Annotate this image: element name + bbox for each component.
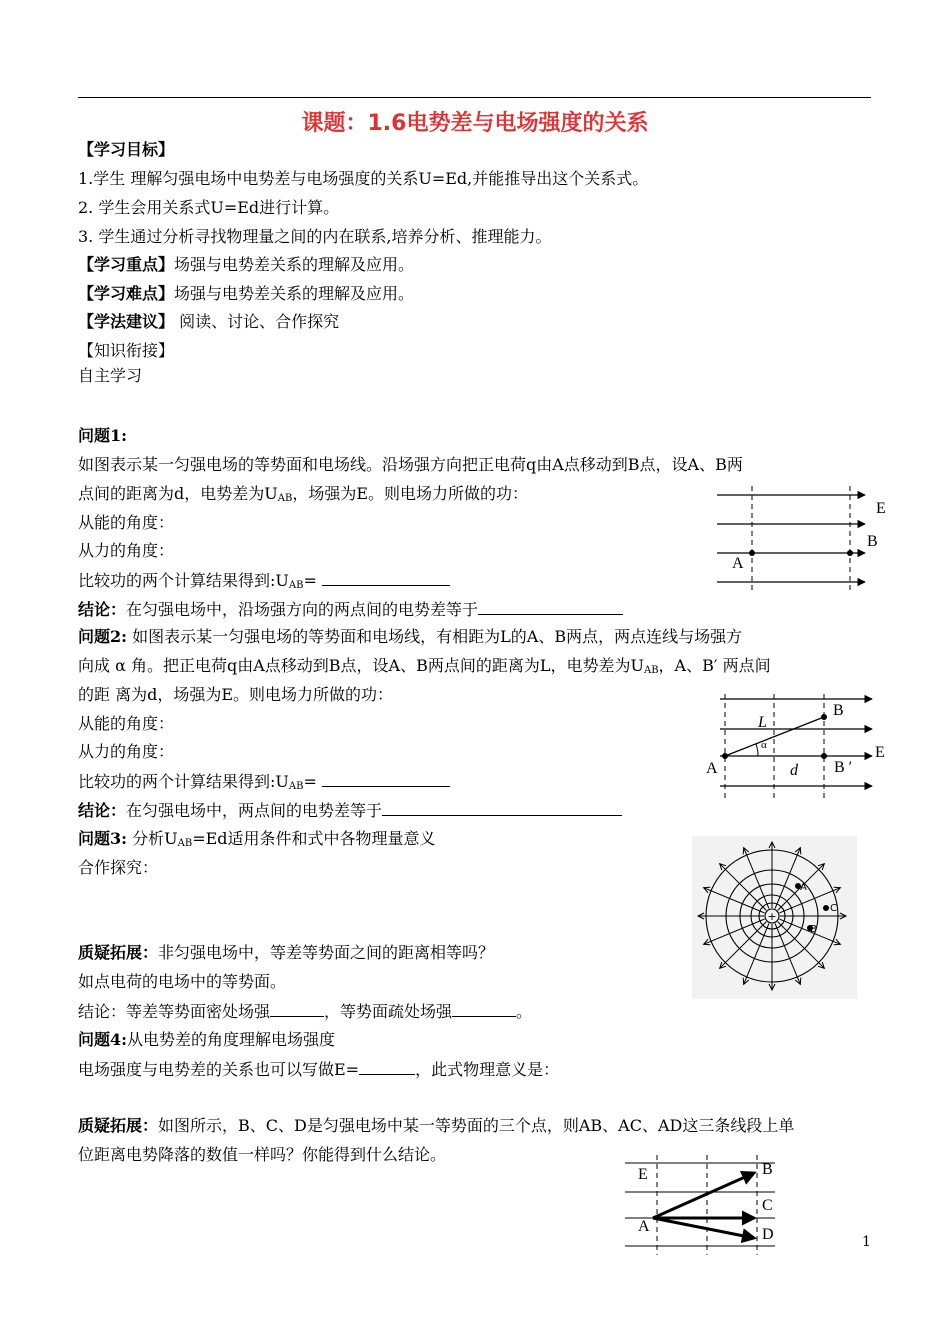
q1-compare-sub: AB bbox=[288, 580, 304, 591]
fig4-label-a: A bbox=[638, 1218, 650, 1235]
goal-3: 3. 学生通过分析寻找物理量之间的内在联系,培养分析、推理能力。 bbox=[78, 227, 552, 246]
goal-1: 1.学生 理解匀强电场中电势差与电场强度的关系U=Ed,并能推导出这个关系式。 bbox=[78, 169, 649, 188]
fig4-label-c: C bbox=[762, 1197, 773, 1214]
q4-label: 问题4: bbox=[78, 1030, 128, 1049]
q3-text-b: =Ed适用条件和式中各物理量意义 bbox=[192, 829, 436, 848]
q2-compare-eq: = bbox=[303, 772, 322, 791]
q1-compare-text: 比较功的两个计算结果得到:U bbox=[78, 571, 289, 590]
point-b bbox=[847, 550, 853, 556]
self-study: 自主学习 bbox=[78, 366, 143, 385]
ext1-blank-1[interactable] bbox=[270, 1001, 324, 1017]
fig3-label-c: C bbox=[830, 903, 837, 914]
q2-conclusion-text: 在匀强电场中，两点间的电势差等于 bbox=[126, 801, 383, 820]
q2-force: 从力的角度： bbox=[78, 742, 175, 761]
point-a bbox=[749, 550, 755, 556]
ext1-line-2: 如点电荷的电场中的等势面。 bbox=[78, 972, 287, 991]
q1-compare-blank[interactable] bbox=[322, 570, 450, 586]
ext1-text: 非匀强电场中，等差等势面之间的距离相等吗？ bbox=[158, 943, 495, 962]
q4-blank[interactable] bbox=[359, 1059, 415, 1075]
q2-desc-1 bbox=[78, 627, 742, 647]
ext1-concl-a: 结论：等差等势面密处场强 bbox=[78, 1002, 271, 1021]
equipotential-lines bbox=[657, 1155, 757, 1255]
q3-label: 问题3: bbox=[78, 829, 128, 848]
ext2-text-1: 如图所示，B、C、D是匀强电场中某一等势面的三个点，则AB、AC、AD这三条线段上单 bbox=[158, 1116, 795, 1135]
q1-desc-2a: 点间的距离为d，电势差为U bbox=[78, 484, 278, 503]
ext2-label: 质疑拓展： bbox=[78, 1116, 159, 1135]
q1-conclusion-blank[interactable] bbox=[478, 599, 623, 615]
fig2-label-e: E bbox=[875, 744, 885, 761]
q2-compare-sub: AB bbox=[288, 781, 304, 792]
charge-sign: + bbox=[767, 910, 777, 923]
fig4-label-e: E bbox=[638, 1166, 648, 1183]
figure-uniform-field-2 bbox=[700, 694, 900, 800]
ext2-line-1 bbox=[78, 1116, 794, 1136]
fig2-label-b-prime: B ′ bbox=[834, 759, 853, 776]
point-b bbox=[821, 714, 827, 720]
goals-header: 【学习目标】 bbox=[78, 140, 175, 159]
angle-arc bbox=[756, 744, 758, 756]
focus-label: 【学习重点】 bbox=[78, 255, 175, 274]
ext2-line-2: 位距离电势降落的数值一样吗？你能得到什么结论。 bbox=[78, 1145, 447, 1164]
page-title: 课题：1.6电势差与电场强度的关系 bbox=[301, 111, 649, 136]
q2-label: 问题2: bbox=[78, 627, 128, 646]
q2-desc-1-text: 如图表示某一匀强电场的等势面和电场线，有相距为L的A、B两点，两点连线与场强方 bbox=[127, 627, 743, 646]
top-rule bbox=[78, 97, 871, 98]
equipotential-lines bbox=[752, 486, 850, 592]
q3-line bbox=[78, 829, 436, 854]
q1-label: 问题1: bbox=[78, 426, 128, 445]
q2-compare bbox=[78, 771, 450, 797]
q1-compare bbox=[78, 570, 450, 596]
q2-energy: 从能的角度： bbox=[78, 714, 175, 733]
fig1-label-e: E bbox=[876, 500, 886, 517]
figure-point-charge-field bbox=[692, 836, 857, 999]
q2-desc-2b: ，A、B′ 两点间 bbox=[658, 656, 771, 675]
q4-line-2b: ，此式物理意义是： bbox=[415, 1060, 560, 1079]
q1-conclusion-label: 结论： bbox=[78, 600, 127, 619]
page-number: 1 bbox=[862, 1234, 871, 1250]
goal-2: 2. 学生会用关系式U=Ed进行计算。 bbox=[78, 198, 340, 217]
difficulty-text: 场强与电势差关系的理解及应用。 bbox=[174, 284, 415, 303]
fig3-label-a: A bbox=[800, 882, 807, 893]
q3-text-a: 分析U bbox=[127, 829, 178, 848]
point-b-prime bbox=[821, 753, 827, 759]
figure-uniform-field-3 bbox=[625, 1155, 785, 1255]
method-text: 阅读、讨论、合作探究 bbox=[174, 312, 340, 331]
q2-desc-2 bbox=[78, 656, 771, 681]
q4-text: 从电势差的角度理解电场强度 bbox=[127, 1030, 336, 1049]
fig4-label-d: D bbox=[762, 1226, 774, 1243]
q1-compare-eq: = bbox=[303, 571, 322, 590]
q2-compare-blank[interactable] bbox=[322, 771, 450, 787]
q3-sub: AB bbox=[177, 838, 193, 849]
q1-desc-2 bbox=[78, 484, 528, 509]
q4-line-2a: 电场强度与电势差的关系也可以写做E= bbox=[78, 1060, 360, 1079]
q2-conclusion bbox=[78, 800, 622, 821]
q2-conclusion-label: 结论： bbox=[78, 801, 127, 820]
method-line bbox=[78, 312, 339, 332]
q1-desc-2b: ，场强为E。则电场力所做的功： bbox=[292, 484, 528, 503]
point-a bbox=[722, 753, 728, 759]
q2-conclusion-blank[interactable] bbox=[382, 800, 622, 816]
difficulty-label: 【学习难点】 bbox=[78, 284, 175, 303]
difficulty-line bbox=[78, 284, 414, 304]
ext1-concl-c: 。 bbox=[516, 1002, 533, 1021]
q2-desc-2a: 向成 α 角。把正电荷q由A点移动到B点，设A、B两点间的距离为L，电势差为U bbox=[78, 656, 644, 675]
ext1-conclusion bbox=[78, 1001, 532, 1022]
q1-conclusion-text: 在匀强电场中，沿场强方向的两点间的电势差等于 bbox=[126, 600, 479, 619]
equipotential-lines bbox=[725, 694, 824, 798]
fig3-label-b: B bbox=[810, 924, 817, 935]
ext1-concl-b: ，等势面疏处场强 bbox=[324, 1002, 453, 1021]
q4-line-2 bbox=[78, 1059, 559, 1080]
fig2-label-d: d bbox=[790, 762, 798, 779]
focus-line bbox=[78, 255, 414, 275]
figure-uniform-field-1 bbox=[705, 482, 900, 594]
fig2-label-l: L bbox=[758, 714, 767, 731]
ext1-line bbox=[78, 943, 494, 963]
q2-desc-3: 的距 离为d，场强为E。则电场力所做的功： bbox=[78, 685, 394, 704]
q1-sub: AB bbox=[277, 493, 293, 504]
fig1-label-a: A bbox=[732, 555, 744, 572]
q3-coop: 合作探究： bbox=[78, 858, 159, 877]
q1-conclusion bbox=[78, 599, 623, 620]
ext1-blank-2[interactable] bbox=[452, 1001, 516, 1017]
q1-desc-1: 如图表示某一匀强电场的等势面和电场线。沿场强方向把正电荷q由A点移动到B点，设A、B两 bbox=[78, 455, 743, 474]
focus-text: 场强与电势差关系的理解及应用。 bbox=[174, 255, 415, 274]
fig1-label-b: B bbox=[867, 533, 878, 550]
point-c bbox=[823, 905, 829, 911]
fig4-label-b: B bbox=[762, 1161, 773, 1178]
q1-energy: 从能的角度： bbox=[78, 513, 175, 532]
q2-sub: AB bbox=[643, 665, 659, 676]
q1-force: 从力的角度： bbox=[78, 541, 175, 560]
method-label: 【学法建议】 bbox=[78, 312, 175, 331]
fig2-label-alpha: α bbox=[761, 739, 767, 751]
knowledge-link: 【知识衔接】 bbox=[78, 341, 175, 360]
q2-compare-text: 比较功的两个计算结果得到:U bbox=[78, 772, 289, 791]
ext1-label: 质疑拓展： bbox=[78, 943, 159, 962]
fig2-label-b: B bbox=[833, 702, 844, 719]
segments-ab-ac-ad bbox=[653, 1173, 754, 1238]
fig2-label-a: A bbox=[706, 760, 718, 777]
q4-line bbox=[78, 1030, 335, 1050]
